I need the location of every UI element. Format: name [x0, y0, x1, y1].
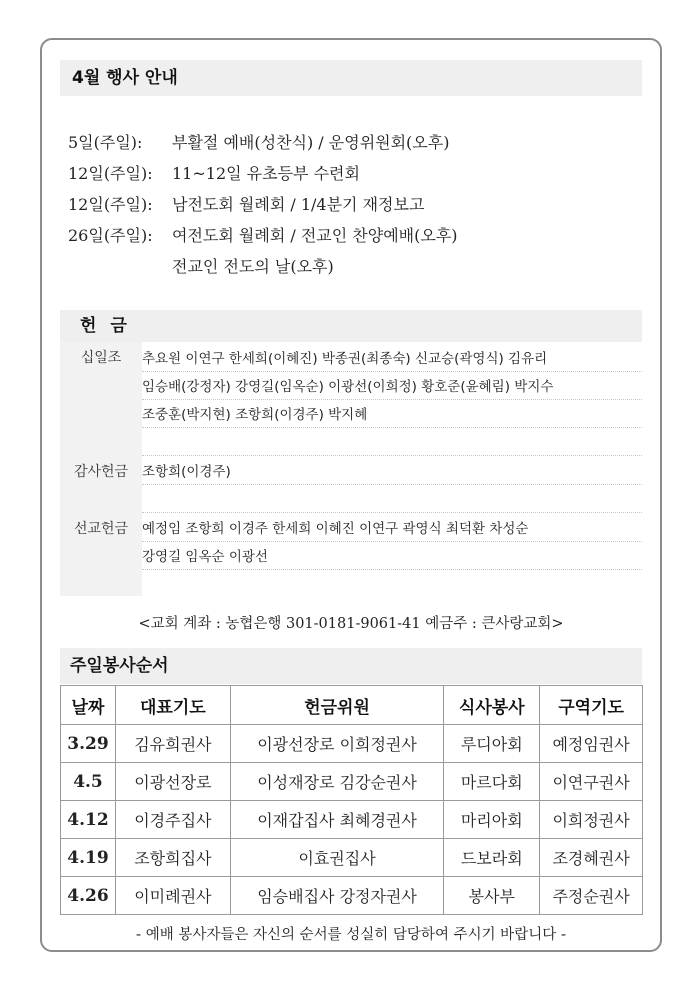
event-item — [68, 223, 458, 246]
event-text: 부활절 예배(성찬식) / 운영위원회(오후) — [172, 133, 450, 152]
tithe-names-line: 추요원 이연구 한세희(이혜진) 박종권(최종숙) 신교승(곽영식) 김유리 — [142, 351, 548, 367]
event-item — [68, 254, 334, 277]
column-header-prayer: 대표기도 — [115, 686, 230, 725]
prayer-cell: 이미례권사 — [115, 877, 230, 915]
table-row — [61, 877, 643, 915]
offering-committee-cell: 이성재장로 김강순권사 — [230, 763, 444, 801]
event-item — [68, 161, 360, 184]
bank-account-note: <교회 계좌 : 농협은행 301-0181-9061-41 예금주 : 큰사랑교회> — [138, 616, 564, 632]
district-prayer-cell: 이연구권사 — [540, 763, 643, 801]
mission-names-line: 예정임 조항희 이경주 한세희 이혜진 이연구 곽영식 최덕환 차성순 — [142, 521, 529, 537]
prayer-cell: 이경주집사 — [115, 801, 230, 839]
table-row — [61, 763, 643, 801]
district-prayer-cell: 조경혜권사 — [540, 839, 643, 877]
meal-service-cell: 봉사부 — [444, 877, 540, 915]
date-cell: 4.26 — [61, 877, 116, 915]
offering-heading: 헌 금 — [60, 310, 642, 342]
meal-service-cell: 루디아회 — [444, 725, 540, 763]
column-header-meal-service: 식사봉사 — [444, 686, 540, 725]
date-cell: 3.29 — [61, 725, 116, 763]
meal-service-cell: 마르다회 — [444, 763, 540, 801]
offering-committee-cell: 이광선장로 이희정권사 — [230, 725, 444, 763]
offering-committee-cell: 이재갑집사 최혜경권사 — [230, 801, 444, 839]
event-date: 5일(주일): — [68, 133, 143, 152]
event-date: 12일(주일): — [68, 164, 153, 183]
volunteer-footnote: - 예배 봉사자들은 자신의 순서를 성실히 담당하여 주시기 바랍니다 - — [135, 927, 567, 943]
meal-service-cell: 마리아회 — [444, 801, 540, 839]
thanks-label: 감사헌금 — [73, 464, 129, 480]
table-row — [61, 839, 643, 877]
event-item — [68, 192, 424, 215]
service-roster-table — [60, 685, 643, 915]
mission-label: 선교헌금 — [73, 521, 129, 537]
tithe-names-line: 조중훈(박지현) 조항희(이경주) 박지혜 — [142, 407, 368, 423]
column-header-district-prayer: 구역기도 — [540, 686, 643, 725]
events-heading: 4월 행사 안내 — [60, 60, 642, 96]
date-cell: 4.5 — [61, 763, 116, 801]
event-item — [68, 130, 449, 153]
thanks-names-line: 조항희(이경주) — [142, 464, 231, 480]
tithe-label: 십일조 — [80, 350, 122, 366]
prayer-cell: 조항희집사 — [115, 839, 230, 877]
district-prayer-cell: 주정순권사 — [540, 877, 643, 915]
date-cell: 4.19 — [61, 839, 116, 877]
tithe-names-line: 임승배(강정자) 강영길(임옥순) 이광선(이희정) 황호준(윤혜림) 박지수 — [142, 379, 554, 395]
divider — [142, 484, 642, 485]
table-header-row — [61, 686, 643, 725]
date-cell: 4.12 — [61, 801, 116, 839]
event-text: 남전도회 월례회 / 1/4분기 재정보고 — [172, 195, 425, 214]
meal-service-cell: 드보라회 — [444, 839, 540, 877]
table-row — [61, 725, 643, 763]
event-text: 전교인 전도의 날(오후) — [172, 257, 334, 276]
divider — [142, 399, 642, 400]
divider — [142, 541, 642, 542]
event-date: 26일(주일): — [68, 226, 153, 245]
divider — [142, 455, 642, 456]
divider — [142, 371, 642, 372]
divider — [142, 427, 642, 428]
event-text: 여전도회 월례회 / 전교인 찬양예배(오후) — [172, 226, 458, 245]
prayer-cell: 김유희권사 — [115, 725, 230, 763]
district-prayer-cell: 이희정권사 — [540, 801, 643, 839]
table-row — [61, 801, 643, 839]
event-text: 11~12일 유초등부 수련회 — [172, 164, 360, 183]
column-header-offering-committee: 헌금위원 — [230, 686, 444, 725]
offering-committee-cell: 이효권집사 — [230, 839, 444, 877]
divider — [142, 569, 642, 570]
district-prayer-cell: 예정임권사 — [540, 725, 643, 763]
event-date: 12일(주일): — [68, 195, 153, 214]
service-roster-heading: 주일봉사순서 — [60, 648, 642, 684]
offering-committee-cell: 임승배집사 강정자권사 — [230, 877, 444, 915]
prayer-cell: 이광선장로 — [115, 763, 230, 801]
divider — [142, 512, 642, 513]
mission-names-line: 강영길 임옥순 이광선 — [142, 549, 268, 565]
column-header-date: 날짜 — [61, 686, 116, 725]
